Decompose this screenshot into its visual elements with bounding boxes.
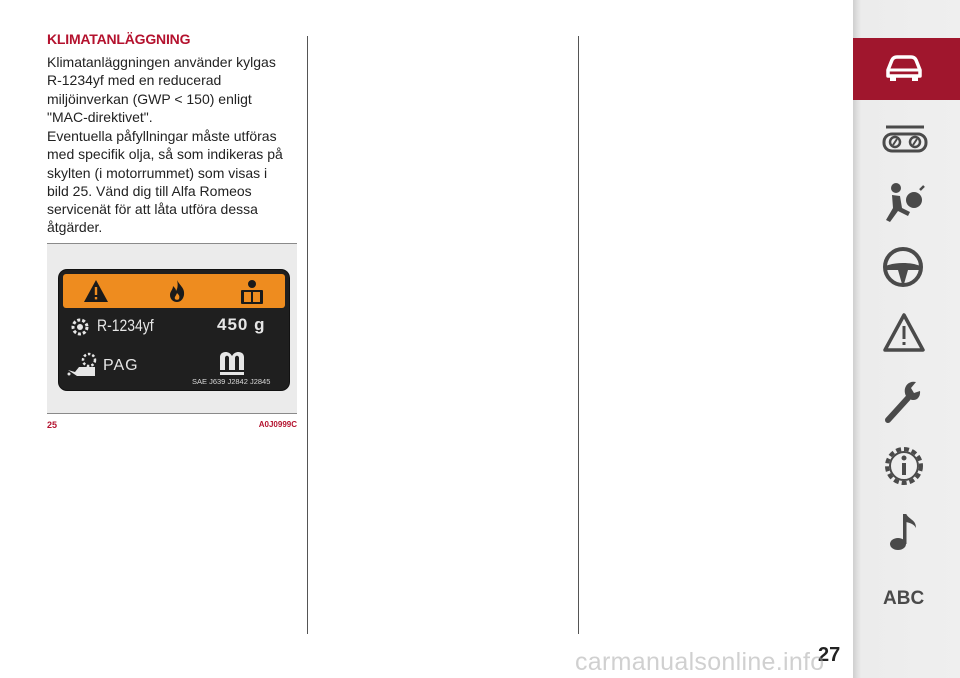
- figure-image: [47, 244, 297, 413]
- dashboard-gauges-icon: [880, 112, 930, 158]
- section-title: KLIMATANLÄGGNING: [47, 31, 191, 47]
- paragraph-line: "MAC-direktivet".: [47, 108, 153, 125]
- sidebar-item-multimedia[interactable]: [853, 500, 960, 562]
- music-note-icon: [880, 508, 926, 554]
- figure-code: A0J0999C: [258, 420, 297, 429]
- oil-type: PAG: [103, 357, 139, 374]
- warning-triangle-icon: [880, 310, 928, 356]
- steering-wheel-icon: [880, 244, 926, 290]
- sidebar-item-index[interactable]: ABC: [883, 588, 925, 609]
- figure-bottom-rule: [47, 413, 297, 414]
- info-gear-icon: [880, 442, 928, 490]
- snowflake-gear-icon: [69, 316, 91, 338]
- sidebar-item-safety[interactable]: [853, 170, 960, 232]
- paragraph-line: åtgärder.: [47, 219, 103, 236]
- refill-paragraph: [47, 127, 297, 237]
- column-divider-right: [578, 36, 579, 634]
- page-number: 27: [818, 644, 841, 666]
- column-divider-left: [307, 36, 308, 634]
- oil-can-icon: [65, 352, 101, 378]
- refrigerant-label: [59, 270, 289, 390]
- figure-number: 25: [47, 420, 58, 430]
- airbag-passenger-icon: [880, 178, 930, 228]
- sidebar-item-emergency[interactable]: [853, 302, 960, 364]
- wrench-icon: [880, 376, 928, 426]
- paragraph-line: R-1234yf med en reducerad: [47, 72, 222, 89]
- mopar-logo: [217, 348, 247, 376]
- chapter-sidebar: [853, 0, 960, 678]
- sidebar-item-service[interactable]: [853, 368, 960, 430]
- paragraph-line: bild 25. Vänd dig till Alfa Romeos: [47, 182, 252, 199]
- warning-triangle-icon: [83, 279, 109, 303]
- sidebar-item-car[interactable]: [853, 38, 960, 100]
- intro-paragraph: [47, 53, 297, 126]
- sidebar-item-driving[interactable]: [853, 236, 960, 298]
- label-warning-header: [63, 274, 285, 308]
- refrigerant-name: R-1234yf: [97, 316, 154, 335]
- sidebar-item-technical-data[interactable]: [853, 434, 960, 496]
- flame-icon: [167, 279, 187, 303]
- label-body: [59, 310, 289, 390]
- watermark: carmanualsonline.info: [575, 648, 825, 676]
- sae-standards: SAE J639 J2842 J2845: [192, 377, 271, 386]
- paragraph-line: skylten (i motorrummet) som visas i: [47, 164, 268, 181]
- paragraph-line: servicenät för att låta utföra dessa: [47, 201, 258, 218]
- sidebar-item-instruments[interactable]: [853, 104, 960, 166]
- charge-weight: 450 g: [217, 315, 266, 334]
- paragraph-line: miljöinverkan (GWP < 150) enligt: [47, 90, 252, 107]
- paragraph-line: med specifik olja, så som indikeras på: [47, 146, 283, 163]
- car-icon: [880, 46, 928, 92]
- paragraph-line: Klimatanläggningen använder kylgas: [47, 54, 276, 70]
- paragraph-line: Eventuella påfyllningar måste utföras: [47, 128, 277, 144]
- read-manual-icon: [239, 279, 265, 305]
